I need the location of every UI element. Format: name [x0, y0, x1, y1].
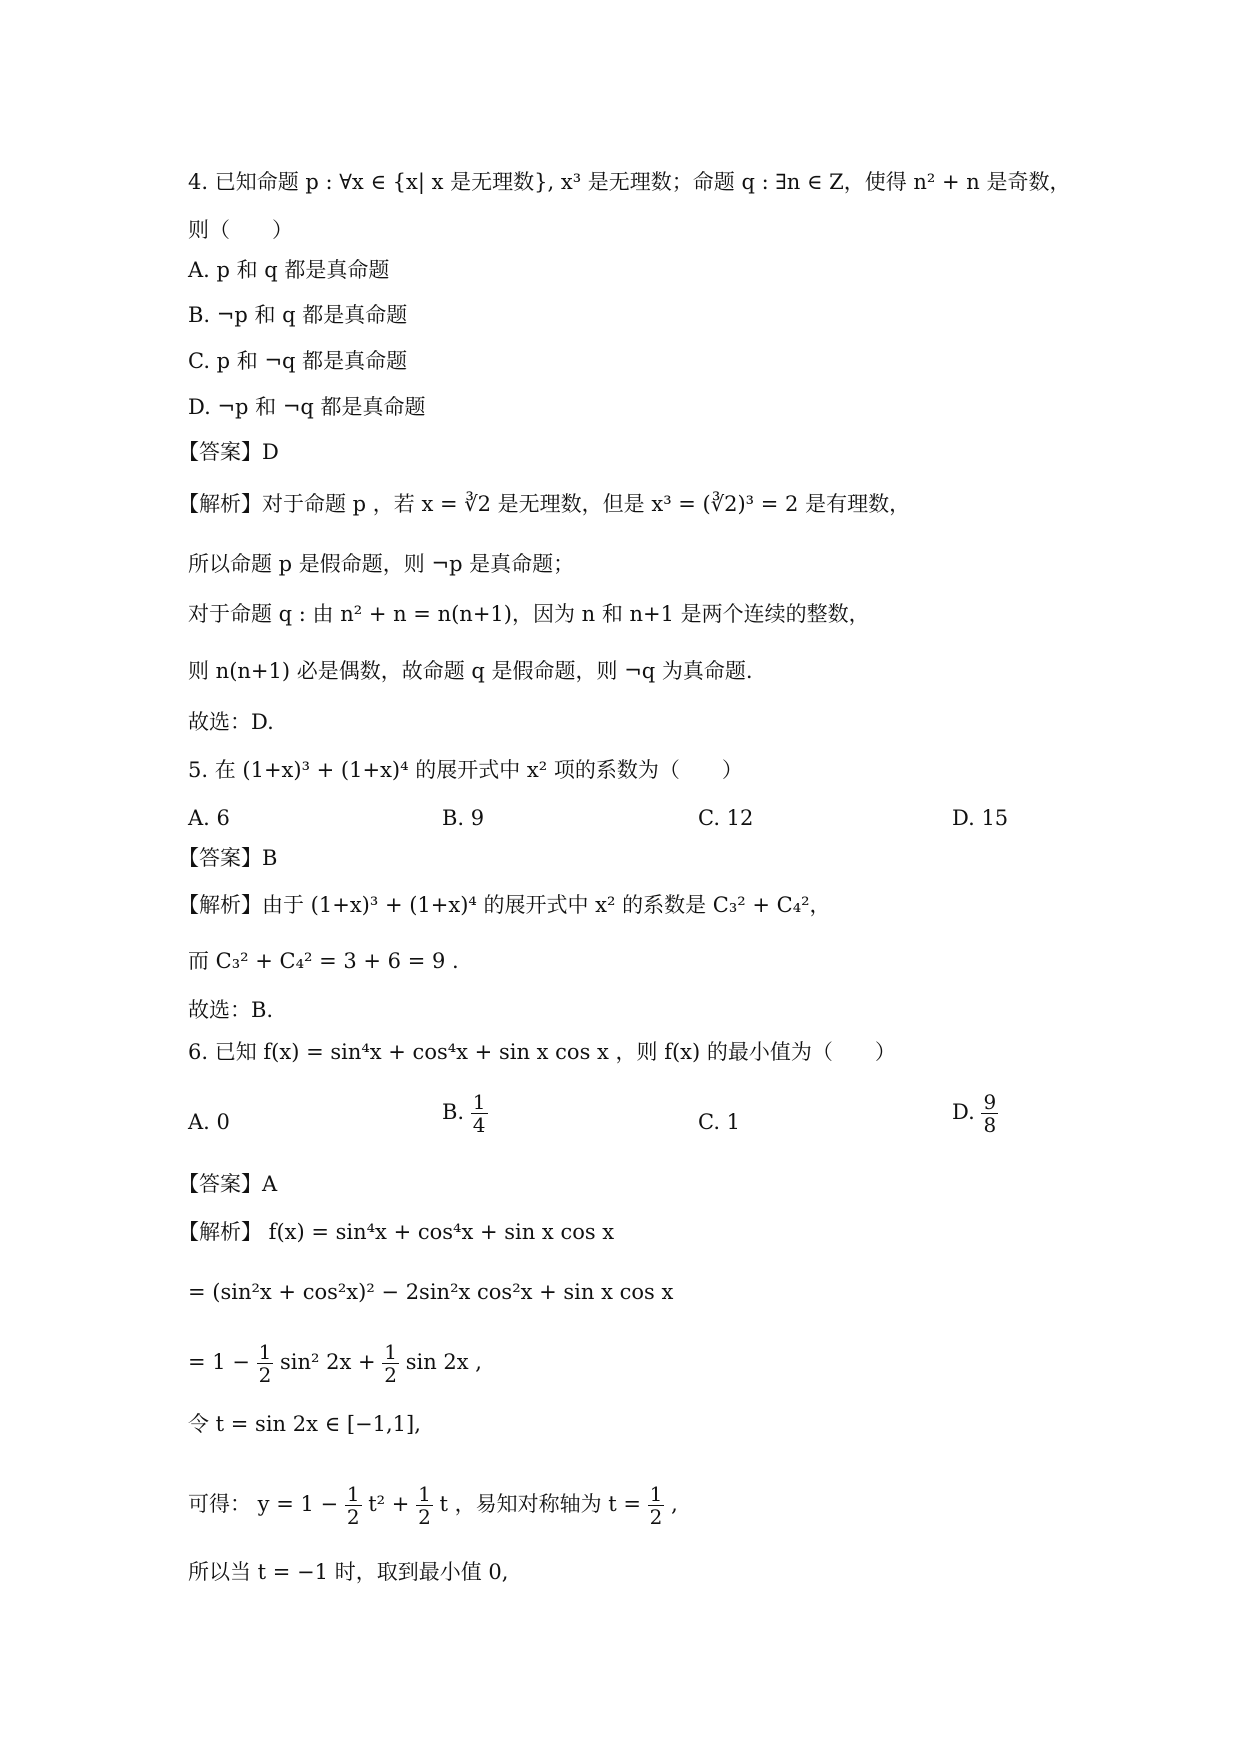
q5-solution-line-2: 而 C₃² + C₄² = 3 + 6 = 9 .: [188, 949, 459, 973]
fraction-denominator: 4: [472, 1113, 486, 1137]
half-fraction: [345, 1484, 362, 1527]
q5-stem: 5. 在 (1+x)³ + (1+x)⁴ 的展开式中 x² 项的系数为（ ）: [188, 758, 743, 782]
q6-solution-line-5-part-c: t ，易知对称轴为 t =: [439, 1492, 641, 1516]
fraction-denominator: 2: [418, 1505, 431, 1529]
half-fraction: [382, 1342, 399, 1385]
q6-solution-line-3-part-c: sin 2x ,: [405, 1350, 482, 1374]
fraction-numerator: 1: [649, 1482, 663, 1506]
fraction-numerator: 1: [472, 1090, 486, 1114]
q6-solution-line-6: 所以当 t = −1 时，取到最小值 0,: [188, 1560, 509, 1584]
q6-solution-line-3: [188, 1342, 482, 1385]
fraction-numerator: 9: [983, 1090, 997, 1114]
q6-option-d-fraction: [981, 1092, 998, 1135]
q5-option-a: A. 6: [188, 806, 230, 830]
q6-option-a: A. 0: [188, 1110, 230, 1134]
q6-option-d-label: D.: [952, 1100, 975, 1124]
fraction-numerator: 1: [346, 1482, 360, 1506]
q6-option-b-fraction: [471, 1092, 488, 1135]
fraction-numerator: 1: [258, 1340, 272, 1364]
q6-option-c: C. 1: [698, 1110, 741, 1134]
half-fraction: [416, 1484, 433, 1527]
half-fraction: [648, 1484, 665, 1527]
q6-solution-line-5-part-d: ,: [671, 1492, 678, 1516]
fraction-denominator: 2: [258, 1363, 272, 1387]
fraction-denominator: 8: [983, 1113, 997, 1137]
half-fraction: [257, 1342, 274, 1385]
fraction-numerator: 1: [418, 1482, 431, 1506]
q6-solution-line-5-part-a: 可得： y = 1 −: [188, 1492, 339, 1516]
q4-stem-line-1: 4. 已知命题 p : ∀x ∈ {x| x 是无理数}, x³ 是无理数；命题 q : ∃n ∈ Z，使得 n² + n 是奇数，: [188, 170, 1071, 194]
q6-option-d: [952, 1092, 998, 1135]
q5-solution-line-3: 故选：B.: [188, 998, 274, 1022]
q6-option-b-label: B.: [442, 1100, 465, 1124]
q4-solution-line-1: 【解析】对于命题 p ，若 x = ∛2 是无理数，但是 x³ = (∛2)³ = 2 是有理数，: [178, 492, 911, 516]
q4-solution-line-2: 所以命题 p 是假命题，则 ¬p 是真命题；: [188, 552, 575, 576]
fraction-denominator: 2: [649, 1505, 663, 1529]
fraction-denominator: 2: [384, 1363, 398, 1387]
q4-answer: 【答案】D: [178, 440, 279, 464]
q4-solution-line-3: 对于命题 q : 由 n² + n = n(n+1)，因为 n 和 n+1 是两个连续的整数，: [188, 602, 870, 626]
q6-solution-line-2: = (sin²x + cos²x)² − 2sin²x cos²x + sin x cos x: [188, 1280, 674, 1304]
q6-solution-line-5: [188, 1484, 678, 1527]
q6-solution-line-3-part-a: = 1 −: [188, 1350, 250, 1374]
q5-solution-line-1: 【解析】由于 (1+x)³ + (1+x)⁴ 的展开式中 x² 的系数是 C₃² + C₄²，: [178, 893, 831, 917]
q4-option-b: B. ¬p 和 q 都是真命题: [188, 303, 408, 327]
q6-solution-line-5-part-b: t² +: [368, 1492, 410, 1516]
q5-option-d: D. 15: [952, 806, 1009, 830]
q6-solution-line-1: 【解析】 f(x) = sin⁴x + cos⁴x + sin x cos x: [178, 1220, 615, 1244]
q5-options: [0, 806, 1240, 836]
q5-option-c: C. 12: [698, 806, 754, 830]
q4-solution-line-4: 则 n(n+1) 必是偶数，故命题 q 是假命题，则 ¬q 为真命题.: [188, 659, 753, 683]
q6-stem: 6. 已知 f(x) = sin⁴x + cos⁴x + sin x cos x ，则 f(x) 的最小值为（ ）: [188, 1040, 896, 1064]
q6-answer: 【答案】A: [178, 1172, 278, 1196]
fraction-numerator: 1: [384, 1340, 398, 1364]
q4-option-d: D. ¬p 和 ¬q 都是真命题: [188, 395, 426, 419]
q5-answer: 【答案】B: [178, 846, 278, 870]
q4-stem-line-2: 则（ ）: [188, 218, 293, 242]
q6-options: [0, 1090, 1240, 1158]
q4-option-a: A. p 和 q 都是真命题: [188, 258, 390, 282]
q6-solution-line-4: 令 t = sin 2x ∈ [−1,1],: [188, 1412, 421, 1436]
q4-solution-line-5: 故选：D.: [188, 710, 274, 734]
fraction-denominator: 2: [346, 1505, 360, 1529]
q6-solution-line-3-part-b: sin² 2x +: [280, 1350, 376, 1374]
q6-option-b: [442, 1092, 488, 1135]
q5-option-b: B. 9: [442, 806, 485, 830]
q4-option-c: C. p 和 ¬q 都是真命题: [188, 349, 408, 373]
